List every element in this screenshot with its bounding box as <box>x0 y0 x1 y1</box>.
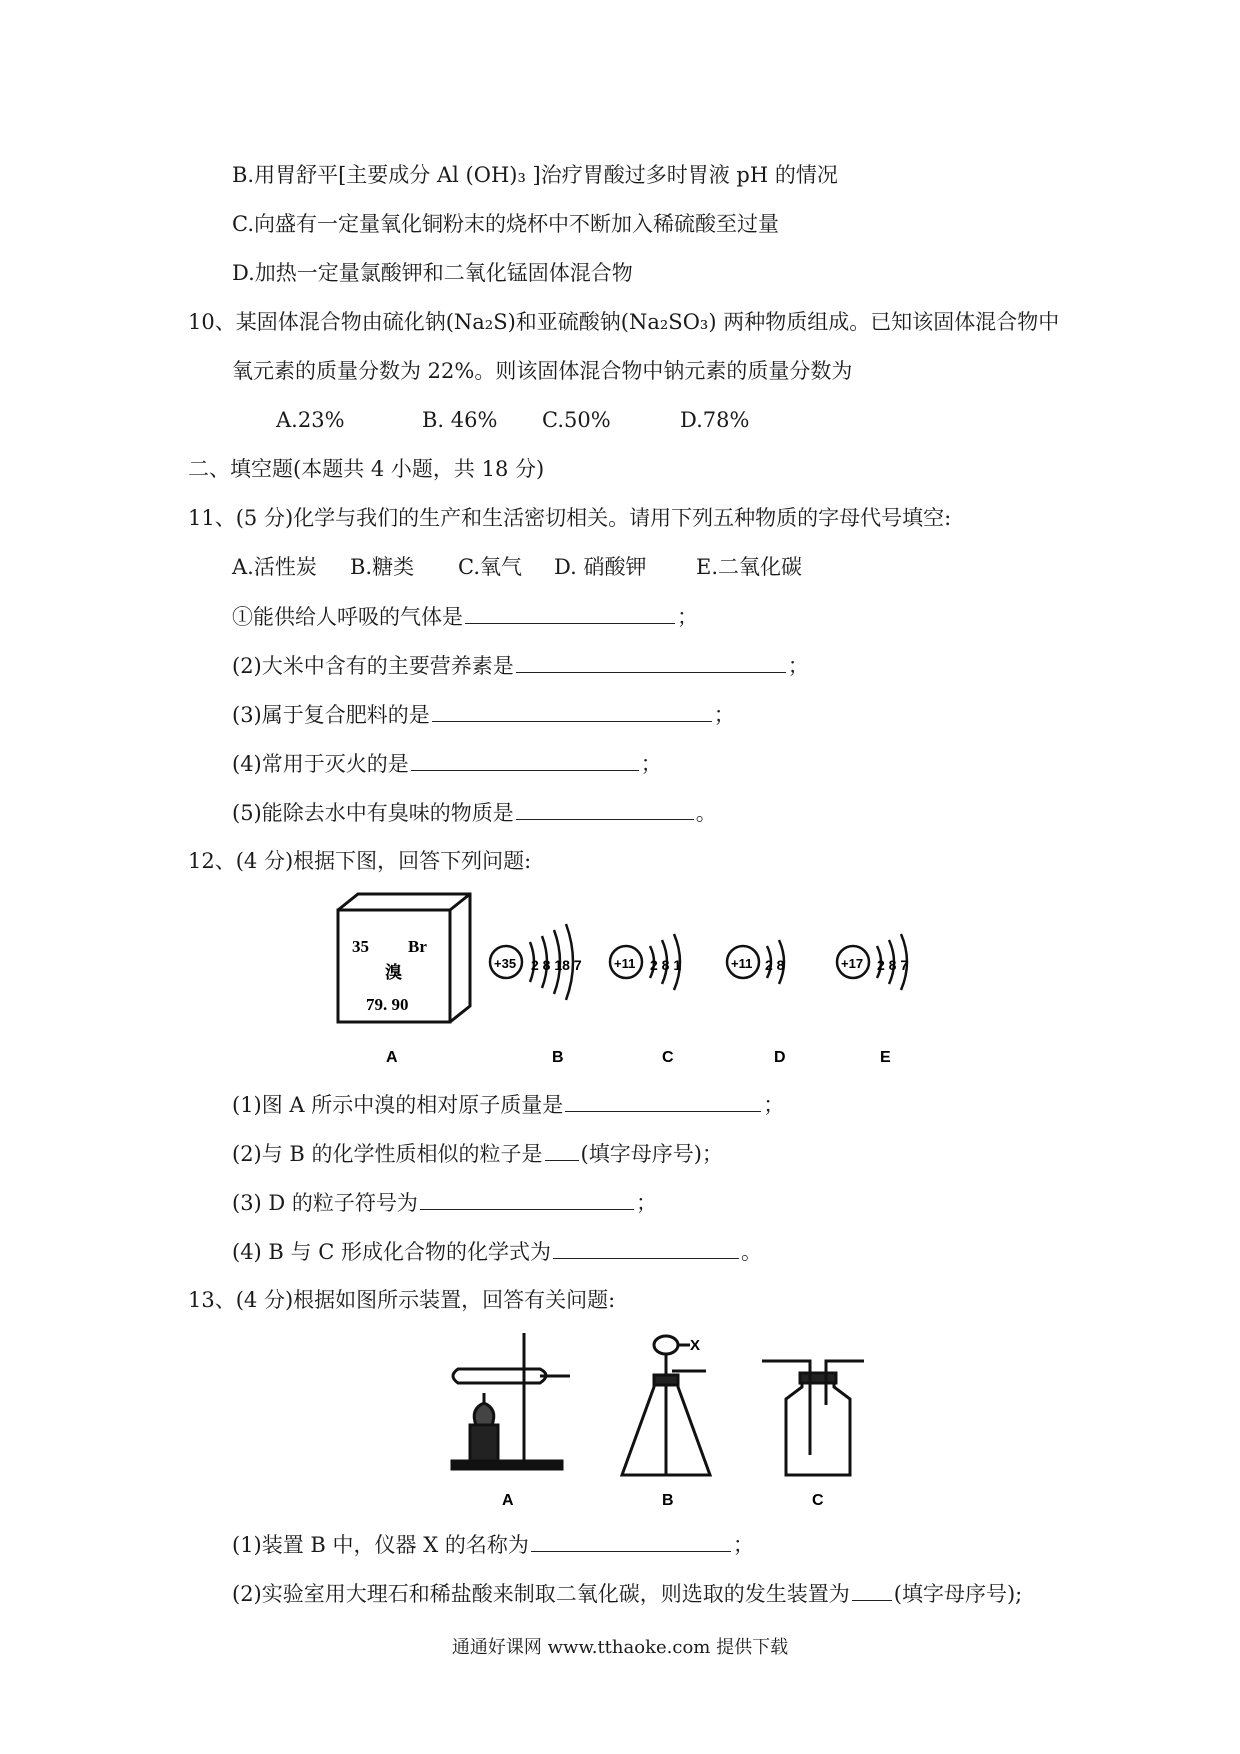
q11-item-3-text: (3)属于复合肥料的是 <box>232 703 430 727</box>
q13-item-1 <box>232 1529 754 1560</box>
atom-e-nucleus: +17 <box>841 956 864 971</box>
q11-item-3 <box>232 699 735 730</box>
q11-item-3-end: ； <box>713 703 735 727</box>
q11-item-1-text: ①能供给人呼吸的气体是 <box>232 605 463 629</box>
q13-item-1-end: ； <box>732 1533 754 1557</box>
q12-item-1 <box>232 1089 784 1120</box>
q13-stem: 13、(4 分)根据如图所示装置，回答有关问题: <box>188 1288 616 1312</box>
page-footer: 通通好课网 www.tthaoke.com 提供下载 <box>451 1637 789 1658</box>
fig13-label-b: B <box>662 1492 674 1509</box>
q12-item-3 <box>232 1187 657 1218</box>
q10-option-c: C.50% <box>542 408 611 432</box>
fig12-label-a: A <box>386 1049 398 1066</box>
q12-item-1-end: ； <box>763 1093 785 1117</box>
q11-option-c: C.氧气 <box>458 555 522 579</box>
answer-blank[interactable] <box>531 1529 731 1552</box>
atom-c-shells: 2 8 1 <box>650 957 682 973</box>
answer-blank[interactable] <box>411 748 639 771</box>
fig13-label-a: A <box>502 1492 514 1509</box>
q12-item-4-end: 。 <box>740 1240 762 1264</box>
q12-item-2-end: (填字母序号)； <box>580 1142 723 1166</box>
q11-item-5-text: (5)能除去水中有臭味的物质是 <box>232 801 514 825</box>
q10-options <box>276 405 749 435</box>
q12-item-3-text: (3) D 的粒子符号为 <box>232 1191 418 1215</box>
apparatus-b-flask <box>622 1336 710 1475</box>
fig12-label-b: B <box>552 1049 564 1066</box>
answer-blank[interactable] <box>553 1236 739 1259</box>
atom-d-nucleus: +11 <box>731 956 753 971</box>
atom-e-shells: 2 8 7 <box>877 957 909 973</box>
answer-blank[interactable] <box>465 601 675 624</box>
answer-blank[interactable] <box>545 1138 579 1161</box>
q10-option-a: A.23% <box>276 408 345 432</box>
q10-stem-line1: 10、某固体混合物由硫化钠(Na₂S)和亚硫酸钠(Na₂SO₃) 两种物质组成。已知该固体混合物中 <box>188 310 1060 334</box>
atom-d-shells: 2 8 <box>765 957 785 973</box>
apparatus-c-bottle <box>762 1361 864 1475</box>
q10-stem-line2: 氧元素的质量分数为 22%。则该固体混合物中钠元素的质量分数为 <box>232 359 853 383</box>
atom-b-nucleus: +35 <box>494 956 517 971</box>
element-name: 溴 <box>385 963 402 983</box>
fig12-label-d: D <box>774 1049 786 1066</box>
element-number: 35 <box>352 937 369 956</box>
element-mass: 79. 90 <box>366 995 409 1014</box>
q11-stem: 11、(5 分)化学与我们的生产和生活密切相关。请用下列五种物质的字母代号填空: <box>188 506 952 530</box>
apparatus-figure <box>440 1325 920 1515</box>
q12-stem: 12、(4 分)根据下图，回答下列问题: <box>188 849 532 873</box>
answer-blank[interactable] <box>516 797 694 820</box>
q10-option-b: B. 46% <box>422 408 498 432</box>
atom-c-nucleus: +11 <box>614 956 636 971</box>
answer-blank[interactable] <box>432 699 712 722</box>
atom-structure-svg <box>330 890 1030 1080</box>
q10-option-d: D.78% <box>680 408 750 432</box>
q12-item-1-text: (1)图 A 所示中溴的相对原子质量是 <box>232 1093 564 1117</box>
q11-option-d: D. 硝酸钾 <box>554 555 647 579</box>
answer-blank[interactable] <box>516 650 786 673</box>
atom-structure-figure <box>330 890 1030 1080</box>
q11-item-4-text: (4)常用于灭火的是 <box>232 752 409 776</box>
q9-option-c: C.向盛有一定量氧化铜粉末的烧杯中不断加入稀硫酸至过量 <box>232 212 779 236</box>
q11-item-1 <box>232 601 698 632</box>
q11-item-4-end: ； <box>640 752 662 776</box>
fig12-label-c: C <box>662 1049 674 1066</box>
q11-item-2 <box>232 650 809 681</box>
q11-option-b: B.糖类 <box>350 555 415 579</box>
q12-item-2-text: (2)与 B 的化学性质相似的粒子是 <box>232 1142 543 1166</box>
q11-option-a: A.活性炭 <box>232 555 317 579</box>
fig13-label-c: C <box>812 1492 824 1509</box>
apparatus-svg <box>440 1325 920 1515</box>
q11-options <box>232 552 802 582</box>
q12-item-4-text: (4) B 与 C 形成化合物的化学式为 <box>232 1240 551 1264</box>
apparatus-a-heating <box>452 1333 570 1469</box>
q11-item-5-end: 。 <box>695 801 717 825</box>
answer-blank[interactable] <box>565 1089 761 1112</box>
q11-item-1-end: ； <box>677 605 698 629</box>
q9-option-d: D.加热一定量氯酸钾和二氧化锰固体混合物 <box>232 261 633 285</box>
instrument-x-label: X <box>690 1337 701 1354</box>
section2-title: 二、填空题(本题共 4 小题，共 18 分) <box>188 457 545 481</box>
q13-item-2-text: (2)实验室用大理石和稀盐酸来制取二氧化碳，则选取的发生装置为 <box>232 1582 850 1606</box>
answer-blank[interactable] <box>420 1187 634 1210</box>
atom-b-shells: 2 8 18 7 <box>531 957 582 973</box>
q13-item-2 <box>232 1578 1022 1609</box>
q11-item-4 <box>232 748 662 779</box>
fig12-label-e: E <box>880 1049 891 1066</box>
q13-item-1-text: (1)装置 B 中，仪器 X 的名称为 <box>232 1533 529 1557</box>
q11-item-5 <box>232 797 717 828</box>
q9-option-b: B.用胃舒平[主要成分 Al (OH)₃ ]治疗胃酸过多时胃液 pH 的情况 <box>232 163 838 187</box>
element-symbol: Br <box>408 937 427 956</box>
q12-item-3-end: ； <box>635 1191 657 1215</box>
q11-item-2-text: (2)大米中含有的主要营养素是 <box>232 654 514 678</box>
q12-item-2 <box>232 1138 723 1169</box>
answer-blank[interactable] <box>852 1578 892 1601</box>
q12-item-4 <box>232 1236 762 1267</box>
q13-item-2-end: (填字母序号); <box>893 1582 1023 1606</box>
q11-option-e: E.二氧化碳 <box>696 555 803 579</box>
q11-item-2-end: ； <box>787 654 809 678</box>
